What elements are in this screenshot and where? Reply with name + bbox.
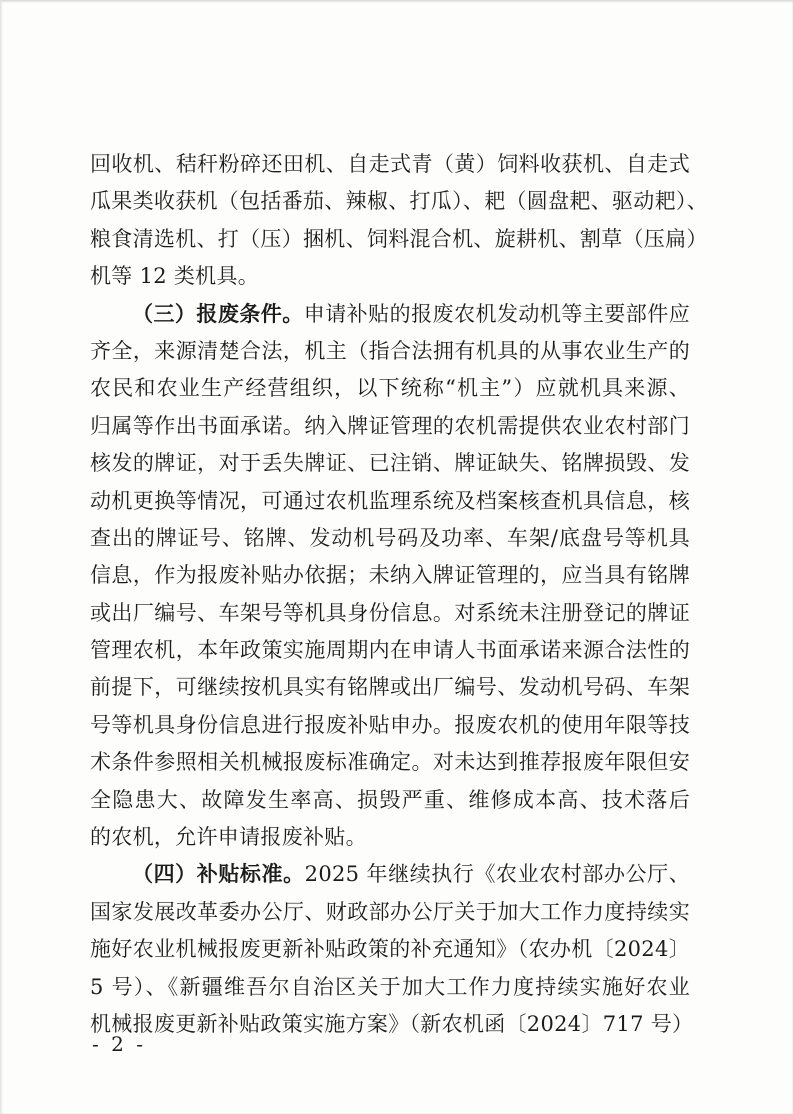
text-line: 国家发展改革委办公厅、财政部办公厅关于加大工作力度持续实 [90,899,690,924]
section-4-text: 2025 年继续执行《农业农村部办公厅、 [304,862,690,887]
text-line: 号等机具身份信息进行报废补贴申办。报废农机的使用年限等技 [90,712,690,737]
document-body [90,146,708,1043]
text-line: 归属等作出书面承诺。纳入牌证管理的农机需提供农业农村部门 [90,413,690,438]
text-line: 瓜果类收获机（包括番茄、辣椒、打瓜）、耙（圆盘耙、驱动耙）、 [90,189,708,214]
text-line: 管理农机，本年政策实施周期内在申请人书面承诺来源合法性的 [90,638,690,663]
text-line: 农民和农业生产经营组织，以下统称“机主”）应就机具来源、 [90,376,690,401]
section-3-first-line [90,296,690,333]
text-line: 全隐患大、故障发生率高、损毁严重、维修成本高、技术落后 [90,787,690,812]
page-number: - 2 - [92,1032,146,1056]
text-line: 信息，作为报废补贴办依据；未纳入牌证管理的，应当具有铭牌 [90,563,690,588]
text-line: 动机更换等情况，可通过农机监理系统及档案核查机具信息，核 [90,488,690,513]
text-line: 查出的牌证号、铭牌、发动机号码及功率、车架/底盘号等机具 [90,525,690,550]
section-3-text: 申请补贴的报废农机发动机等主要部件应 [303,301,690,326]
text-line: 5 号）、《新疆维吾尔自治区关于加大工作力度持续实施好农业 [90,974,690,999]
text-line: 或出厂编号、车架号等机具身份信息。对系统未注册登记的牌证 [90,600,690,625]
section-4-heading: （四）补贴标准。 [132,862,305,887]
text-line: 回收机、秸秆粉碎还田机、自走式青（黄）饲料收获机、自走式 [90,152,690,176]
text-line: 机等 12 类机具。 [90,264,260,289]
scan-edge [0,0,793,3]
section-3-heading: （三）报废条件。 [132,301,304,326]
section-4-first-line [90,856,690,893]
text-line: 前提下，可继续按机具实有铭牌或出厂编号、发动机号码、车架 [90,675,690,700]
text-line: 粮食清选机、打（压）捆机、饲料混合机、旋耕机、割草（压扁） [90,226,708,251]
text-line: 核发的牌证，对于丢失牌证、已注销、牌证缺失、铭牌损毁、发 [90,451,690,476]
text-line: 机械报废更新补贴政策实施方案》（新农机函〔2024〕717 号） [90,1011,694,1036]
text-line: 齐全，来源清楚合法，机主（指合法拥有机具的从事农业生产的 [90,338,690,363]
scan-edge [0,0,3,1114]
text-line: 的农机，允许申请报废补贴。 [90,825,367,850]
text-line: 施好农业机械报废更新补贴政策的补充通知》（农办机〔2024〕 [90,937,690,962]
text-line: 术条件参照相关机械报废标准确定。对未达到推荐报废年限但安 [90,750,690,775]
